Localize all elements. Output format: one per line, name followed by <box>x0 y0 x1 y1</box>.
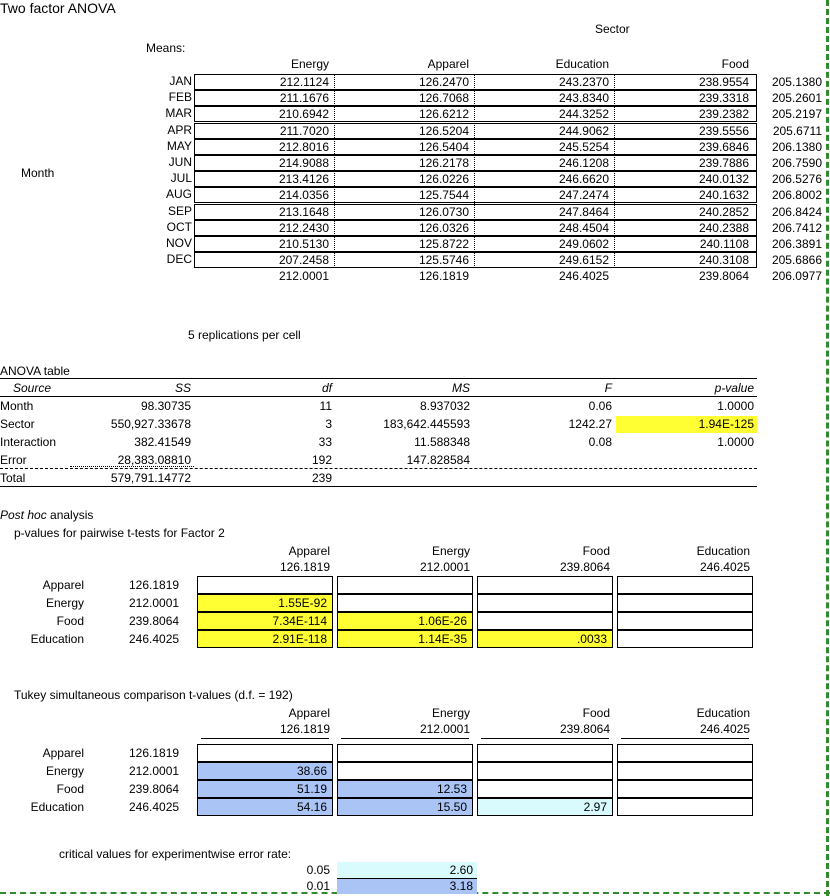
posthoc-row-name: Food <box>56 614 84 628</box>
means-cell: 240.1632 <box>698 188 749 203</box>
means-cell: 125.5746 <box>418 253 469 268</box>
posthoc-cell-value: 1.55E-92 <box>278 596 327 610</box>
col-mean: 126.1819 <box>418 269 469 284</box>
means-cell: 214.0356 <box>278 188 329 203</box>
means-cell: 211.7020 <box>279 123 329 138</box>
posthoc-cell-box <box>337 576 473 594</box>
means-cell: 244.3252 <box>558 107 609 122</box>
tukey-cell-box <box>617 744 753 762</box>
tukey-cell-box <box>617 762 753 780</box>
posthoc-col-name: Food <box>582 544 610 558</box>
tukey-col-mean: 126.1819 <box>279 722 330 736</box>
anova-f: 1242.27 <box>568 417 612 431</box>
posthoc-cell-value: .0033 <box>576 632 607 646</box>
month-label: SEP <box>167 203 192 218</box>
month-label: AUG <box>165 187 192 202</box>
means-cell: 126.5404 <box>418 139 469 154</box>
tukey-cell-box <box>337 762 473 780</box>
month-label: OCT <box>166 219 192 234</box>
posthoc-col-name: Energy <box>431 544 470 558</box>
means-cell: 213.4126 <box>278 172 329 187</box>
anova-df: 33 <box>318 435 332 449</box>
anova-header: MS <box>452 381 470 395</box>
tukey-row-mean: 239.8064 <box>129 782 180 796</box>
tukey-row-mean: 246.4025 <box>129 800 180 814</box>
row-mean: 205.2601 <box>771 91 822 106</box>
means-cell: 207.2458 <box>278 253 329 268</box>
critical-value: 2.60 <box>449 863 473 877</box>
month-label: FEB <box>168 90 192 105</box>
means-cell: 126.0326 <box>418 220 469 235</box>
anova-label: ANOVA table <box>0 364 70 378</box>
anova-df: 3 <box>325 417 332 431</box>
means-cell: 210.5130 <box>278 237 329 251</box>
posthoc-col-name: Education <box>696 544 750 558</box>
means-cell: 125.7544 <box>418 188 469 203</box>
tukey-cell-box <box>617 780 753 798</box>
posthoc-cell-value: 1.06E-26 <box>418 614 467 628</box>
tukey-col-name: Apparel <box>288 706 330 720</box>
tukey-col-name: Food <box>582 706 610 720</box>
means-cell: 213.1648 <box>278 204 329 219</box>
means-cell: 247.2474 <box>558 188 609 203</box>
tukey-col-underline <box>621 738 749 739</box>
anova-header-rule <box>0 396 757 397</box>
anova-p: 1.94E-125 <box>698 417 754 431</box>
tukey-cell-value: 54.16 <box>296 800 327 814</box>
means-cell: 126.2178 <box>418 156 469 170</box>
means-cell: 249.6152 <box>558 253 609 268</box>
replications-note: 5 replications per cell <box>188 328 301 342</box>
means-cell: 126.0730 <box>418 204 469 219</box>
means-cell: 210.6942 <box>278 107 329 122</box>
month-label: JUL <box>170 171 192 186</box>
means-cell: 240.1108 <box>699 237 749 251</box>
posthoc-cell-box <box>617 576 753 594</box>
means-cell: 248.4504 <box>558 220 609 235</box>
anova-source: Sector <box>0 417 35 431</box>
page-title: Two factor ANOVA <box>0 0 116 16</box>
means-cell: 212.8016 <box>278 139 329 154</box>
means-cell: 240.2388 <box>698 220 749 235</box>
posthoc-title: Post hoc analysis <box>0 508 94 522</box>
row-mean: 205.6866 <box>771 253 822 268</box>
tukey-cell-value: 38.66 <box>296 764 327 778</box>
tukey-row-name: Energy <box>45 764 84 778</box>
month-label: Month <box>21 166 55 180</box>
means-cell: 245.5254 <box>558 139 609 154</box>
means-cell: 246.6620 <box>558 172 609 187</box>
means-col-separator <box>334 74 335 268</box>
means-cell: 246.1208 <box>558 156 609 170</box>
anova-header: df <box>321 381 332 395</box>
row-mean: 205.6711 <box>772 123 822 138</box>
means-cell: 243.2370 <box>558 75 609 89</box>
tukey-col-mean: 239.8064 <box>559 722 610 736</box>
posthoc-col-mean: 126.1819 <box>279 560 330 574</box>
anova-ms: 11.588348 <box>414 435 470 449</box>
col-mean: 246.4025 <box>558 269 609 284</box>
posthoc-col-name: Apparel <box>288 544 330 558</box>
posthoc-cell-box <box>477 576 613 594</box>
means-cell: 212.1124 <box>279 75 329 89</box>
anova-f: 0.06 <box>588 399 612 413</box>
anova-source: Interaction <box>0 435 57 449</box>
anova-ss: 98.30735 <box>140 399 191 413</box>
tukey-cell-box <box>477 762 613 780</box>
tukey-cell-box <box>197 744 333 762</box>
tukey-title: Tukey simultaneous comparison t-values (d.f. = 192) <box>14 688 293 702</box>
critical-label: critical values for experimentwise error rate: <box>59 847 292 861</box>
anova-f: 0.08 <box>588 435 612 449</box>
row-mean: 205.1380 <box>771 75 822 89</box>
month-label: MAR <box>165 106 192 121</box>
anova-p: 1.0000 <box>717 399 754 413</box>
posthoc-cell-box <box>197 576 333 594</box>
tukey-col-name: Education <box>696 706 750 720</box>
tukey-cell-value: 2.97 <box>583 800 607 814</box>
posthoc-cell-box <box>617 594 753 612</box>
sector-label: Sector <box>595 22 630 36</box>
col-mean: 239.8064 <box>698 269 749 284</box>
tukey-cell-box <box>477 780 613 798</box>
month-label: DEC <box>166 252 192 267</box>
grand-mean: 206.0977 <box>771 269 822 284</box>
means-label: Means: <box>146 41 186 55</box>
posthoc-cell-box <box>617 612 753 630</box>
means-cell: 249.0602 <box>558 237 609 251</box>
row-mean: 206.8424 <box>771 204 822 219</box>
tukey-cell-value: 51.19 <box>296 782 327 796</box>
anova-header: Source <box>12 381 52 395</box>
row-mean: 206.5276 <box>771 172 822 187</box>
tukey-row-mean: 126.1819 <box>129 746 180 760</box>
row-mean: 205.2197 <box>771 107 822 122</box>
month-label: MAY <box>166 138 192 153</box>
means-cell: 239.6846 <box>698 139 749 154</box>
means-cell: 240.3108 <box>698 253 749 268</box>
posthoc-cell-box <box>337 594 473 612</box>
posthoc-row-name: Apparel <box>42 578 84 592</box>
anova-top-rule <box>0 378 757 379</box>
row-mean: 206.7590 <box>771 156 822 170</box>
means-cell: 244.9062 <box>558 123 609 138</box>
posthoc-cell-value: 7.34E-114 <box>272 614 327 628</box>
means-cell: 125.8722 <box>418 237 469 251</box>
anova-header: p-value <box>714 381 754 395</box>
means-col-separator <box>474 74 475 268</box>
means-col-separator <box>614 74 615 268</box>
month-label: NOV <box>165 236 192 250</box>
posthoc-row-mean: 239.8064 <box>129 614 180 628</box>
tukey-col-underline <box>341 738 469 739</box>
anova-df: 239 <box>311 471 332 485</box>
tukey-cell-box <box>617 798 753 816</box>
means-cell: 214.9088 <box>278 156 329 170</box>
posthoc-row-mean: 126.1819 <box>129 578 180 592</box>
tukey-cell-box <box>337 744 473 762</box>
posthoc-row-name: Education <box>30 632 84 646</box>
anova-bottom-rule <box>0 486 757 487</box>
posthoc-cell-box <box>617 630 753 648</box>
posthoc-col-mean: 212.0001 <box>419 560 470 574</box>
anova-ss: 28,383.08810 <box>117 453 191 467</box>
tukey-cell-box <box>477 744 613 762</box>
anova-ss: 579,791.14772 <box>110 471 191 485</box>
tukey-row-name: Education <box>30 800 84 814</box>
posthoc-cell-value: 1.14E-35 <box>418 632 467 646</box>
means-cell: 239.3318 <box>698 91 749 106</box>
tukey-col-underline <box>201 738 329 739</box>
posthoc-row-mean: 246.4025 <box>129 632 180 646</box>
means-cell: 126.6212 <box>418 107 469 122</box>
means-cell: 239.7886 <box>698 156 749 170</box>
anova-ms: 183,642.445593 <box>383 417 470 431</box>
row-mean: 206.8002 <box>771 188 822 203</box>
posthoc-row-mean: 212.0001 <box>129 596 180 610</box>
tukey-cell-value: 15.50 <box>436 800 467 814</box>
means-cell: 243.8340 <box>558 91 609 106</box>
means-cell: 212.2430 <box>278 220 329 235</box>
posthoc-cell-value: 2.91E-118 <box>272 632 327 646</box>
means-col-header: Food <box>721 57 749 71</box>
means-cell: 126.5204 <box>418 123 469 138</box>
tukey-row-name: Apparel <box>42 746 84 760</box>
means-cell: 126.0226 <box>418 172 469 187</box>
critical-alpha: 0.05 <box>306 863 330 877</box>
means-cell: 240.2852 <box>698 204 749 219</box>
month-label: APR <box>167 122 192 137</box>
posthoc-row-name: Energy <box>45 596 84 610</box>
tukey-row-name: Food <box>56 782 84 796</box>
anova-ms: 147.828584 <box>406 453 470 467</box>
tukey-col-name: Energy <box>431 706 470 720</box>
anova-source: Error <box>0 453 27 467</box>
col-mean: 212.0001 <box>278 269 329 284</box>
means-col-header: Education <box>555 57 609 71</box>
means-col-header: Apparel <box>427 57 469 71</box>
month-label: JUN <box>168 155 192 169</box>
anova-df: 192 <box>311 453 332 467</box>
anova-ss: 550,927.33678 <box>110 417 191 431</box>
anova-header: F <box>604 381 612 395</box>
posthoc-cell-box <box>477 612 613 630</box>
tukey-col-mean: 246.4025 <box>699 722 750 736</box>
means-cell: 239.2382 <box>698 107 749 122</box>
critical-separator <box>337 878 477 879</box>
means-cell: 247.8464 <box>558 204 609 219</box>
means-cell: 126.2470 <box>418 75 469 89</box>
tukey-cell-value: 12.53 <box>436 782 467 796</box>
posthoc-col-mean: 246.4025 <box>699 560 750 574</box>
anova-header: SS <box>174 381 191 395</box>
means-cell: 211.1676 <box>279 91 329 106</box>
critical-alpha: 0.01 <box>306 879 330 893</box>
row-mean: 206.7412 <box>771 220 822 235</box>
anova-ss: 382.41549 <box>134 435 191 449</box>
month-label: JAN <box>169 74 192 88</box>
means-cell: 240.0132 <box>698 172 749 187</box>
anova-df: 11 <box>319 399 332 413</box>
anova-total-rule <box>0 468 757 469</box>
critical-value: 3.18 <box>449 879 473 893</box>
row-mean: 206.3891 <box>771 237 822 251</box>
means-cell: 239.5556 <box>698 123 749 138</box>
posthoc-cell-box <box>477 594 613 612</box>
means-cell: 126.7068 <box>418 91 469 106</box>
posthoc-subtitle: p-values for pairwise t-tests for Factor 2 <box>14 526 225 540</box>
page-border-right <box>826 0 829 896</box>
anova-source: Total <box>0 471 26 485</box>
tukey-col-mean: 212.0001 <box>419 722 470 736</box>
anova-p: 1.0000 <box>717 435 754 449</box>
anova-ms: 8.937032 <box>419 399 470 413</box>
anova-ss-underline <box>70 466 194 467</box>
means-cell: 238.9554 <box>698 75 749 89</box>
tukey-row-mean: 212.0001 <box>129 764 180 778</box>
tukey-col-underline <box>481 738 609 739</box>
means-col-header: Energy <box>290 57 329 71</box>
anova-source: Month <box>0 399 34 413</box>
posthoc-col-mean: 239.8064 <box>559 560 610 574</box>
row-mean: 206.1380 <box>771 139 822 154</box>
